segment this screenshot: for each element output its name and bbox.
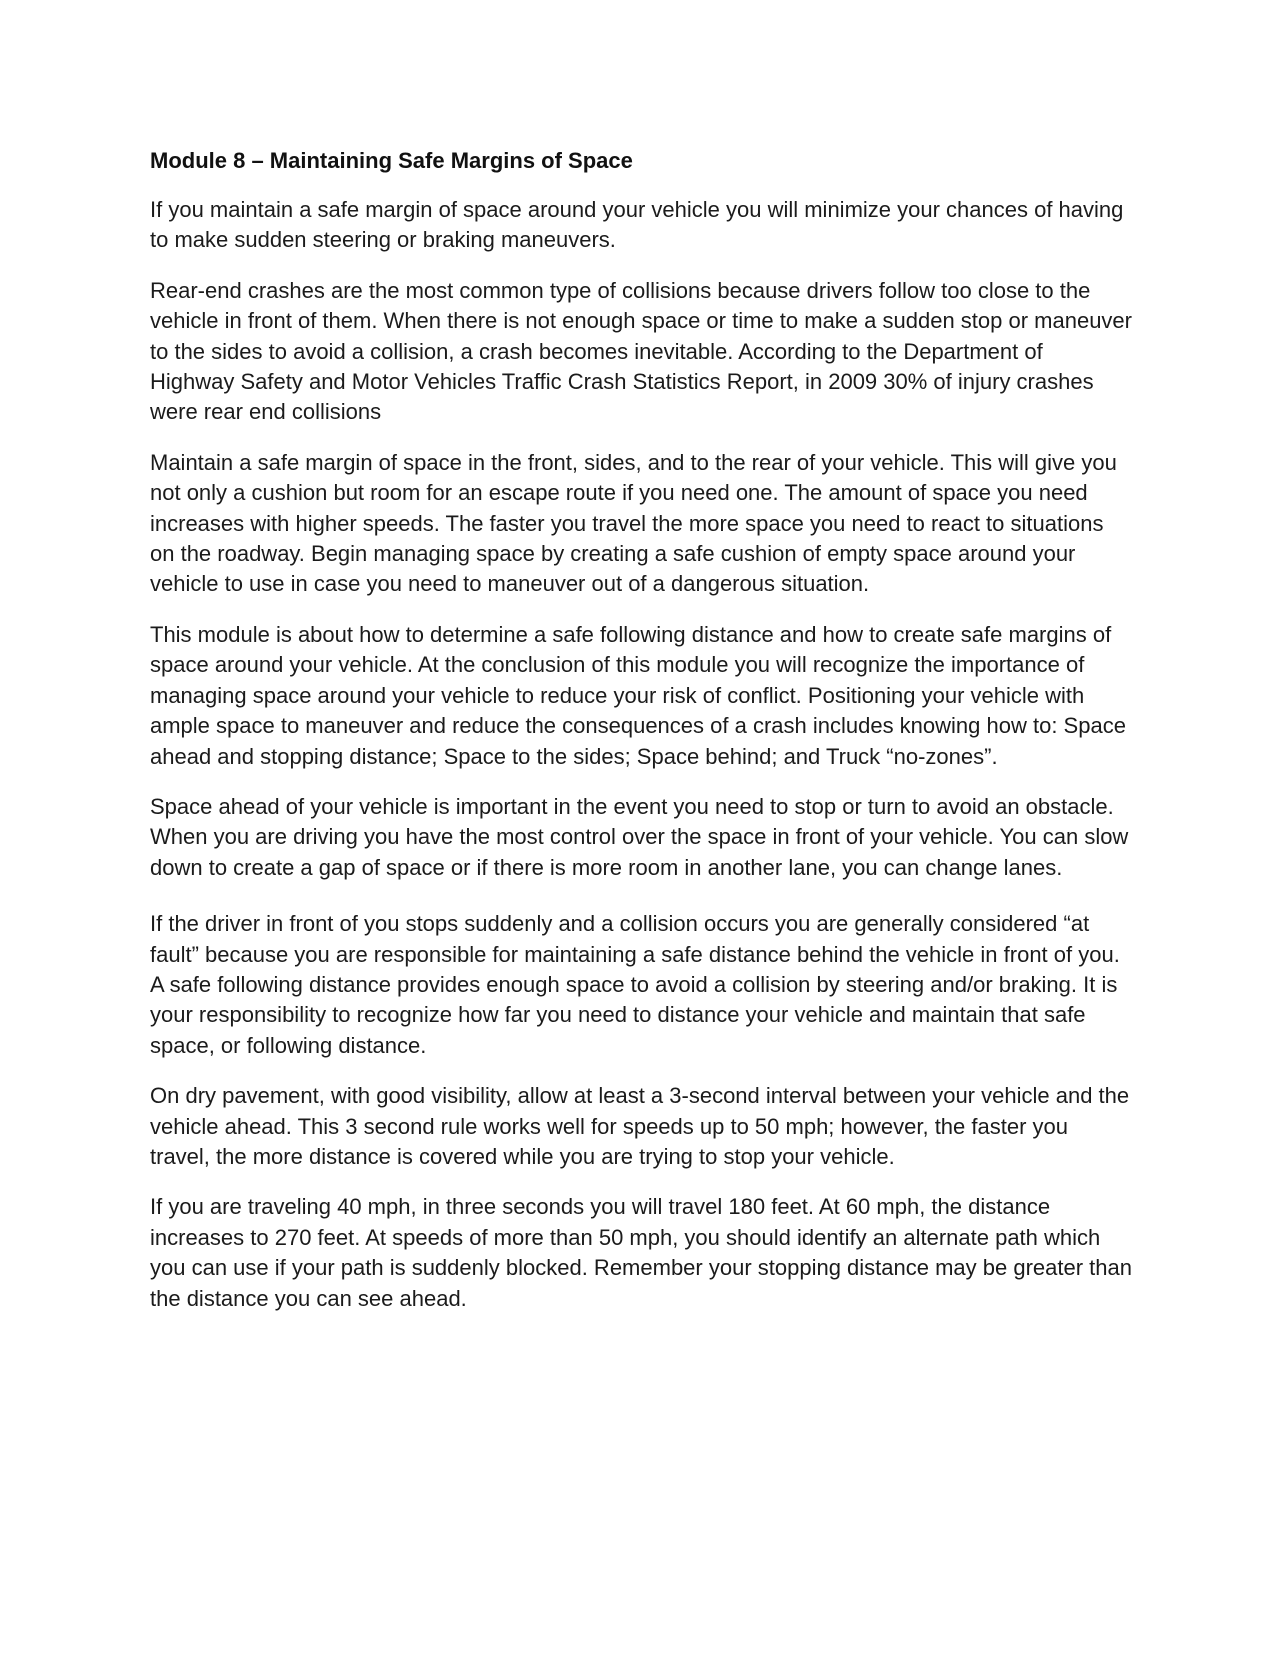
module-title: Module 8 – Maintaining Safe Margins of Space	[150, 148, 633, 173]
paragraph-rear-end-crashes: Rear-end crashes are the most common type of collisions because drivers follow too close to the vehicle in front of them. When there is not enough space or time to make a sudden stop or maneuver to the sides to avoid a collision, a crash becomes inevitable. According to the Department of Highway Safety and Motor Vehicles Traffic Crash Statistics Report, in 2009 30% of injury crashes were rear end collisions	[150, 277, 1132, 425]
paragraph-at-fault: If the driver in front of you stops suddenly and a collision occurs you are generally considered “at fault” because you are responsible for maintaining a safe distance behind the vehicle in front of you. A safe following distance provides enough space to avoid a collision by steering and/or braking. It is your responsibility to recognize how far you need to distance your vehicle and maintain that safe space, or following distance.	[150, 911, 1120, 1058]
paragraph-speed-distance: If you are traveling 40 mph, in three seconds you will travel 180 feet. At 60 mph, the distance increases to 270 feet. At speeds of more than 50 mph, you should identify an alternate path which you can use if your path is suddenly blocked. Remember your stopping distance may be greater than the distance you can see ahead.	[150, 1194, 1132, 1311]
paragraph-safe-margin-intro: If you maintain a safe margin of space around your vehicle you will minimize your chances of having to make sudden steering or braking maneuvers.	[150, 197, 1124, 253]
paragraph-space-ahead: Space ahead of your vehicle is important in the event you need to stop or turn to avoid an obstacle. When you are driving you have the most control over the space in front of your vehicle. You can slow down to create a gap of space or if there is more room in another lane, you can change lanes.	[150, 793, 1129, 880]
paragraph-three-second-rule: On dry pavement, with good visibility, allow at least a 3-second interval between your vehicle and the vehicle ahead. This 3 second rule works well for speeds up to 50 mph; however, the faster you travel, the more distance is covered while you are trying to stop your vehicle.	[150, 1083, 1130, 1169]
paragraph-maintain-space: Maintain a safe margin of space in the front, sides, and to the rear of your vehicle. This will give you not only a cushion but room for an escape route if you need one. The amount of space you need increases with higher speeds. The faster you travel the more space you need to react to situations on the roadway. Begin managing space by creating a safe cushion of empty space around your vehicle to use in case you need to maneuver out of a dangerous situation.	[150, 449, 1117, 597]
paragraph-module-overview: This module is about how to determine a safe following distance and how to create safe margins of space around your vehicle. At the conclusion of this module you will recognize the importance of managing space around your vehicle to reduce your risk of conflict. Positioning your vehicle with ample space to maneuver and reduce the consequences of a crash includes knowing how to: Space ahead and stopping distance; Space to the sides; Space behind; and Truck “no-zones”.	[150, 621, 1126, 769]
document-body	[150, 146, 1132, 1334]
